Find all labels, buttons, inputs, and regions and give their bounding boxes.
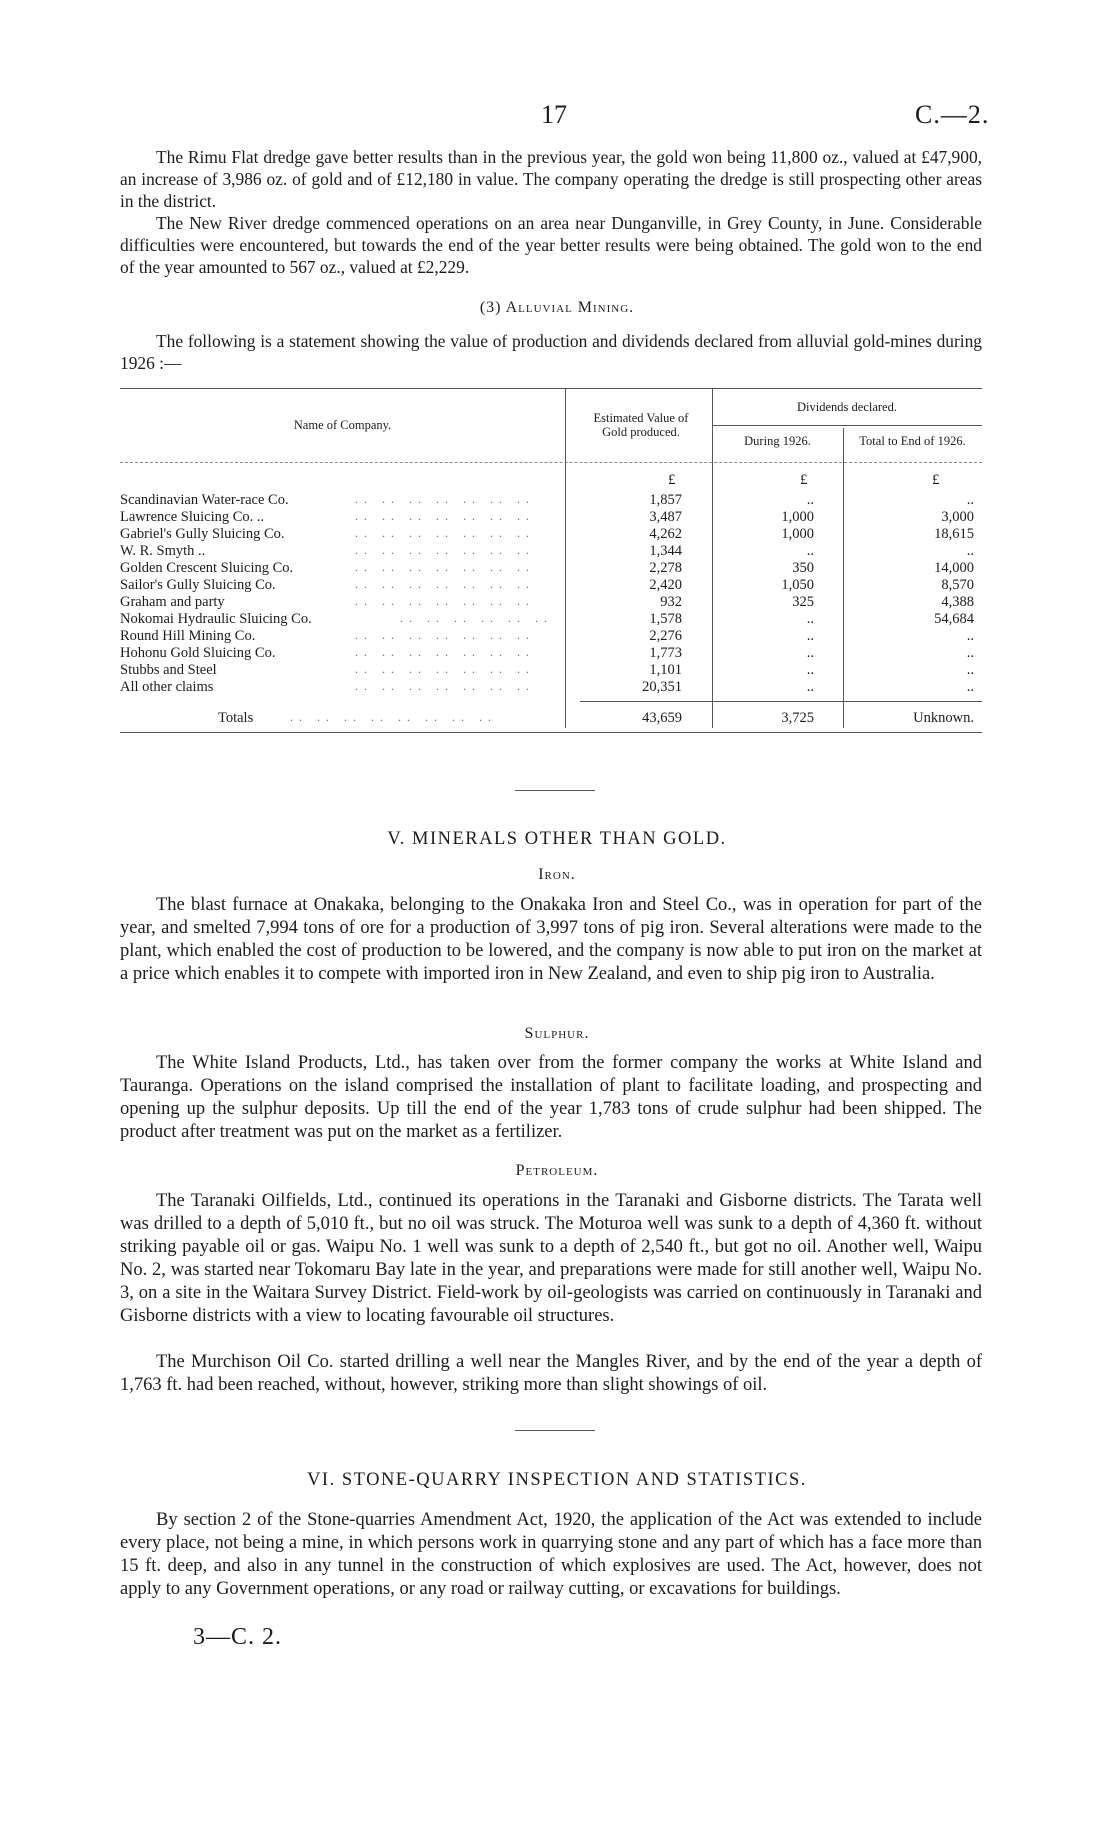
dividends-during: 325 — [792, 594, 814, 610]
company-name: Scandinavian Water-race Co. — [120, 492, 289, 508]
header-bottom-rule — [120, 462, 982, 463]
page-number: 17 — [541, 100, 567, 129]
table-row — [0, 526, 1114, 543]
dividends-total: .. — [966, 679, 974, 695]
leader-dots: .. .. .. .. .. .. .. — [355, 628, 535, 642]
company-name: All other claims — [120, 679, 214, 695]
dividends-during: 1,000 — [781, 509, 814, 525]
leader-dots: .. .. .. .. .. .. .. — [355, 526, 535, 540]
gold-value: 1,344 — [649, 543, 682, 559]
table-row — [0, 492, 1114, 509]
petroleum-paragraph-1: The Taranaki Oilfields, Ltd., continued its operations in the Taranaki and Gisborne districts. The Tarata well was drilled to a depth of 5,010 ft., but no oil was struck. The Moturoa well was sunk to a depth of 4,360 ft. without striking payable oil or gas. Waipu No. 1 well was sunk to a depth of 2,540 ft., but got no oil. Another well, Waipu No. 2, was started near Tokomaru Bay late in the year, and preparations were made for still another well, Waipu No. 3, on a site in the Waitara Survey District. Field-work by oil-geologists was carried on continuously in Taranaki and Gisborne districts with a view to locating favourable oil structures. — [120, 1191, 982, 1326]
alluvial-intro-paragraph: The following is a statement showing the value of production and dividends declared from alluvial gold-mines during 1926 :— — [120, 331, 982, 373]
header-total-to-end-1926: Total to End of 1926. — [859, 434, 966, 448]
dividends-total: .. — [966, 662, 974, 678]
section-separator — [515, 790, 595, 791]
header-name: Name of Company. — [293, 418, 392, 432]
leader-dots: .. .. .. .. .. .. .. — [355, 509, 535, 523]
leader-dots: .. .. .. .. .. .. .. — [355, 543, 535, 557]
dividends-total: 8,570 — [941, 577, 974, 593]
stone-quarry-heading: VI. STONE-QUARRY INSPECTION AND STATISTICS. — [307, 1470, 807, 1490]
leader-dots: .. .. .. .. .. .. — [400, 611, 553, 625]
gold-value: 1,578 — [649, 611, 682, 627]
company-name: Graham and party — [120, 594, 225, 610]
dividends-subrule — [712, 425, 982, 426]
leader-dots: .. .. .. .. .. .. .. — [355, 645, 535, 659]
dividends-total: 18,615 — [934, 526, 974, 542]
table-row — [0, 628, 1114, 645]
petroleum-heading: Petroleum. — [515, 1162, 599, 1179]
alluvial-mining-heading: (3) Alluvial Mining. — [479, 299, 635, 316]
company-name: Hohonu Gold Sluicing Co. — [120, 645, 276, 661]
table-row — [0, 662, 1114, 679]
company-name: Stubbs and Steel — [120, 662, 217, 678]
table-row — [0, 577, 1114, 594]
dividends-during: .. — [806, 679, 814, 695]
gold-value: 3,487 — [649, 509, 682, 525]
company-name: Golden Crescent Sluicing Co. — [120, 560, 294, 576]
table-row — [0, 594, 1114, 611]
company-name: Round Hill Mining Co. — [120, 628, 256, 644]
dividends-during: 1,000 — [781, 526, 814, 542]
gold-value: 20,351 — [642, 679, 682, 695]
company-name: Lawrence Sluicing Co. .. — [120, 509, 265, 525]
dividends-during: .. — [806, 611, 814, 627]
dividends-during: .. — [806, 645, 814, 661]
leader-dots: .. .. .. .. .. .. .. .. — [290, 710, 497, 724]
dividends-total: 3,000 — [941, 509, 974, 525]
sulphur-paragraph: The White Island Products, Ltd., has taken over from the former company the works at White Island and Tauranga. Operations on the island comprised the installation of plant to facilitate loading, and prospecting and opening up the sulphur deposits. Up till the end of the year 1,783 tons of crude sulphur had been shipped. The product after treatment was put on the market as a fertilizer. — [120, 1053, 982, 1142]
dividends-during: .. — [806, 492, 814, 508]
company-name: Sailor's Gully Sluicing Co. — [120, 577, 276, 593]
dividends-total: .. — [966, 628, 974, 644]
header-during-1926: During 1926. — [744, 434, 811, 448]
totals-dividends-total: Unknown. — [913, 710, 974, 726]
page-signature: 3—C. 2. — [193, 1624, 283, 1650]
dividends-during: .. — [806, 543, 814, 559]
table-bottom-rule — [120, 732, 982, 733]
stone-quarry-paragraph: By section 2 of the Stone-quarries Amendment Act, 1920, the application of the Act was extended to include every place, not being a mine, in which persons work in quarrying stone and any part of which has a face more than 15 ft. deep, and also in any tunnel in the construction of which explosives are used. The Act, however, does not apply to any Government operations, or any road or railway cutting, or excavations for buildings. — [120, 1510, 982, 1599]
iron-paragraph: The blast furnace at Onakaka, belonging to the Onakaka Iron and Steel Co., was in operation for part of the year, and smelted 7,994 tons of ore for a production of 3,997 tons of pig iron. Several alterations were made to the plant, which enabled the cost of production to be lowered, and the company is now able to put iron on the market at a price which enables it to compete with imported iron in New Zealand, and even to ship pig iron to Australia. — [120, 895, 982, 984]
totals-row — [0, 710, 1114, 727]
table-row — [0, 679, 1114, 696]
dividends-total: 4,388 — [941, 594, 974, 610]
sulphur-heading: Sulphur. — [524, 1025, 590, 1042]
totals-rule — [580, 701, 982, 702]
table-row — [0, 560, 1114, 577]
gold-value: 1,773 — [649, 645, 682, 661]
company-name: Gabriel's Gully Sluicing Co. — [120, 526, 285, 542]
leader-dots: .. .. .. .. .. .. .. — [355, 492, 535, 506]
gold-value: 1,101 — [649, 662, 682, 678]
company-name: Nokomai Hydraulic Sluicing Co. — [120, 611, 312, 627]
table-row — [0, 645, 1114, 662]
document-reference: C.—2. — [915, 100, 990, 129]
page-header — [0, 100, 1114, 134]
dividends-total: 54,684 — [934, 611, 974, 627]
totals-gold-value: 43,659 — [642, 710, 682, 726]
gold-value: 4,262 — [649, 526, 682, 542]
dividends-total: .. — [966, 543, 974, 559]
dividends-total: .. — [966, 645, 974, 661]
new-river-dredge-paragraph: The New River dredge commenced operations on an area near Dunganville, in Grey County, in June. Considerable difficulties were encountered, but towards the end of the year better results were being obtained. The gold won to the end of the year amounted to 567 oz., valued at £2,229. — [120, 213, 982, 277]
header-value: Estimated Value of Gold produced. — [593, 411, 689, 439]
currency-during: £ — [800, 472, 808, 488]
gold-value: 2,276 — [649, 628, 682, 644]
iron-heading: Iron. — [538, 866, 576, 883]
minerals-section-heading: V. MINERALS OTHER THAN GOLD. — [387, 829, 727, 849]
dividends-total: 14,000 — [934, 560, 974, 576]
totals-label: Totals — [218, 710, 254, 726]
currency-value: £ — [668, 472, 676, 488]
leader-dots: .. .. .. .. .. .. .. — [355, 594, 535, 608]
leader-dots: .. .. .. .. .. .. .. — [355, 577, 535, 591]
gold-value: 932 — [660, 594, 682, 610]
dividends-total: .. — [966, 492, 974, 508]
dividends-during: 1,050 — [781, 577, 814, 593]
company-name: W. R. Smyth .. — [120, 543, 206, 559]
petroleum-paragraph-2: The Murchison Oil Co. started drilling a well near the Mangles River, and by the end of the year a depth of 1,763 ft. had been reached, without, however, striking more than slight showings of oil. — [120, 1352, 982, 1395]
table-row — [0, 509, 1114, 526]
leader-dots: .. .. .. .. .. .. .. — [355, 662, 535, 676]
leader-dots: .. .. .. .. .. .. .. — [355, 679, 535, 693]
dividends-during: .. — [806, 628, 814, 644]
table-row — [0, 611, 1114, 628]
table-row — [0, 543, 1114, 560]
gold-value: 2,278 — [649, 560, 682, 576]
header-dividends: Dividends declared. — [797, 400, 897, 414]
dividends-during: .. — [806, 662, 814, 678]
totals-dividends-during: 3,725 — [781, 710, 814, 726]
gold-value: 1,857 — [649, 492, 682, 508]
dividends-during: 350 — [792, 560, 814, 576]
rimu-dredge-paragraph: The Rimu Flat dredge gave better results than in the previous year, the gold won being 11,800 oz., valued at £47,900, an increase of 3,986 oz. of gold and of £12,180 in value. The company operating the dredge is still prospecting other areas in the district. — [120, 147, 982, 211]
leader-dots: .. .. .. .. .. .. .. — [355, 560, 535, 574]
table-top-rule — [120, 388, 982, 389]
gold-value: 2,420 — [649, 577, 682, 593]
section-separator — [515, 1430, 595, 1431]
currency-total: £ — [932, 472, 940, 488]
